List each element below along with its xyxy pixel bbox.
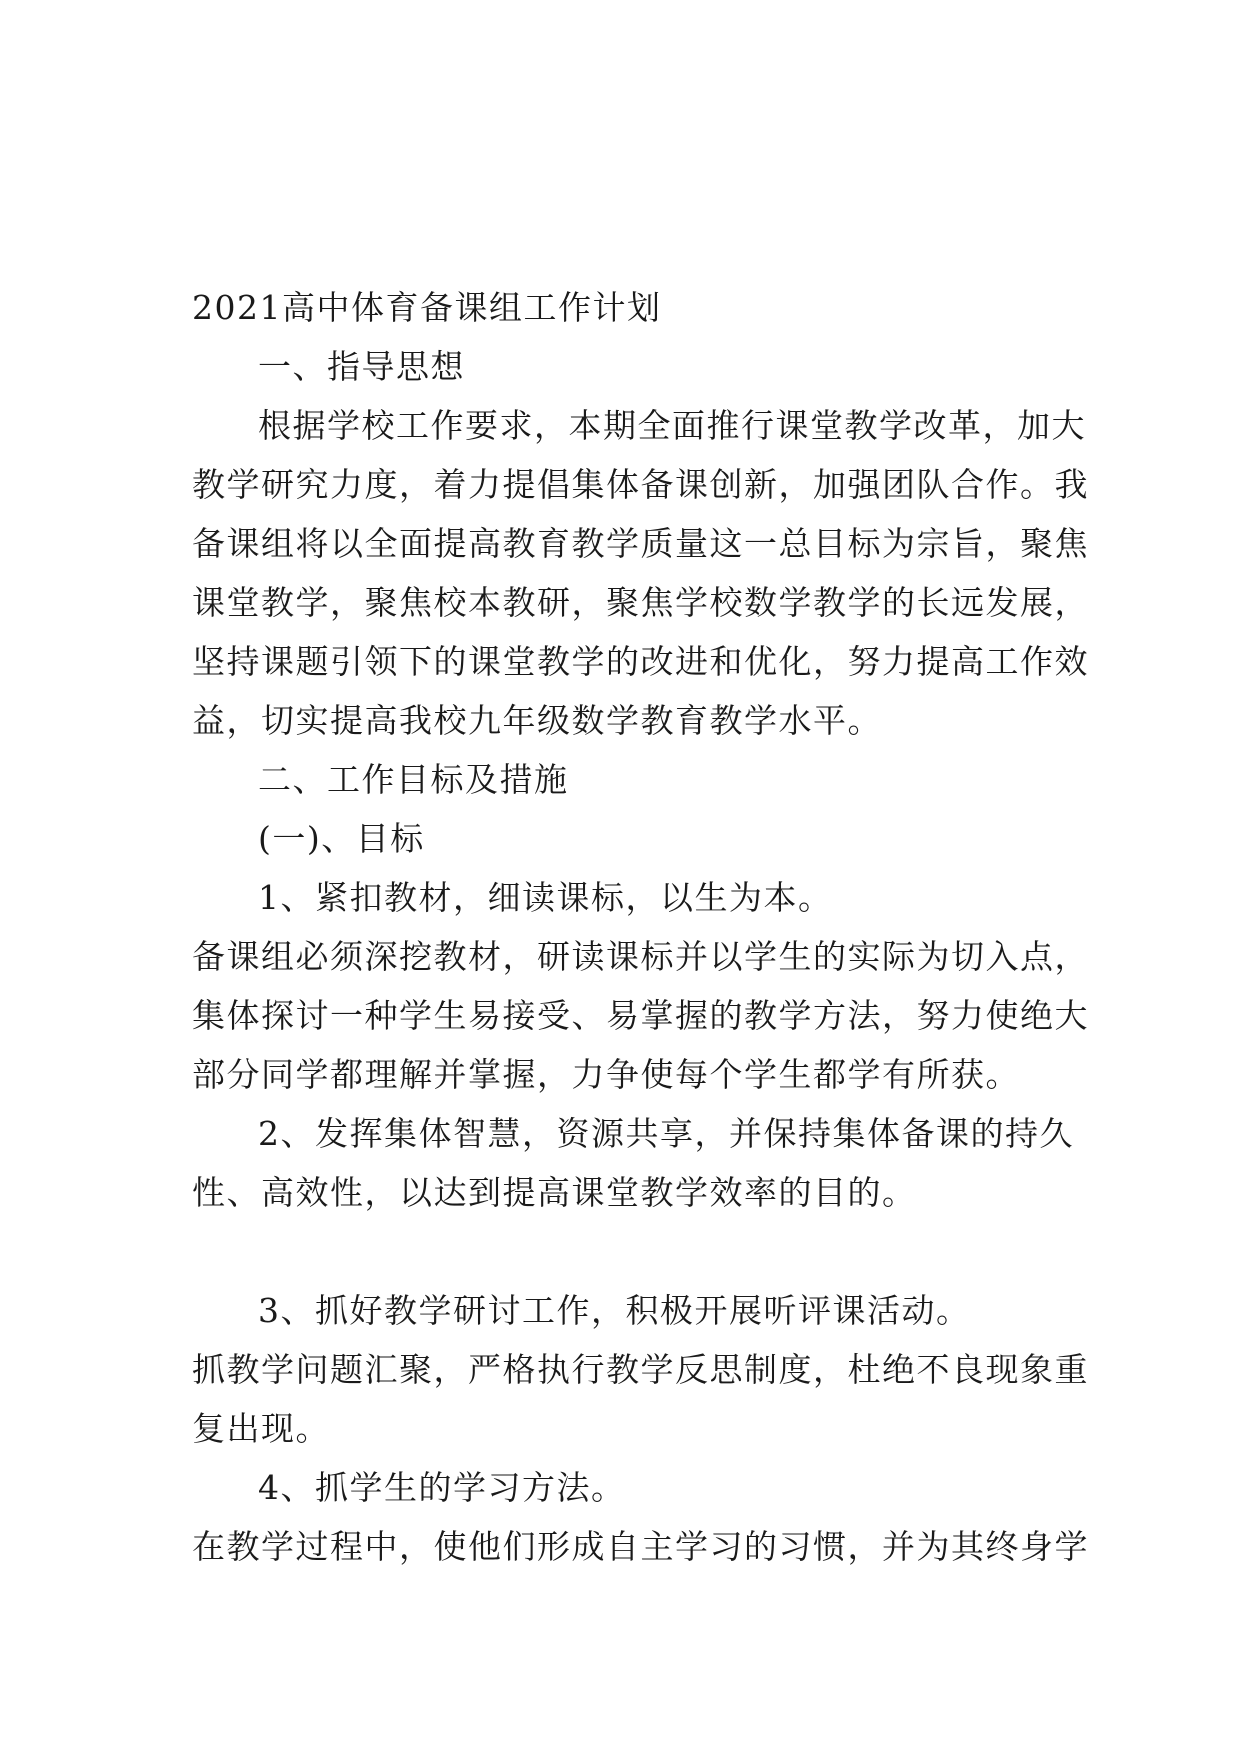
goal-item-2-line: 2、发挥集体智慧，资源共享，并保持集体备课的持久 bbox=[258, 1114, 1074, 1153]
paragraph-line: 部分同学都理解并掌握，力争使每个学生都学有所获。 bbox=[192, 1055, 1020, 1094]
paragraph-line: 抓教学问题汇聚，严格执行教学反思制度，杜绝不良现象重 bbox=[192, 1350, 1089, 1389]
paragraph-line: 备课组必须深挖教材，研读课标并以学生的实际为切入点， bbox=[192, 937, 1089, 976]
paragraph-line: 坚持课题引领下的课堂教学的改进和优化，努力提高工作效 bbox=[192, 642, 1089, 681]
section-heading-goals-measures: 二、工作目标及措施 bbox=[258, 760, 569, 799]
paragraph-line: 在教学过程中，使他们形成自主学习的习惯，并为其终身学 bbox=[192, 1527, 1089, 1566]
paragraph-line: 益，切实提高我校九年级数学教育教学水平。 bbox=[192, 701, 882, 740]
document-title: 2021高中体育备课组工作计划 bbox=[192, 288, 662, 327]
goal-item-2-line: 性、高效性，以达到提高课堂教学效率的目的。 bbox=[192, 1173, 917, 1212]
paragraph-line: 复出现。 bbox=[192, 1409, 330, 1448]
paragraph-line: 课堂教学，聚焦校本教研，聚焦学校数学教学的长远发展， bbox=[192, 583, 1089, 622]
paragraph-line: 集体探讨一种学生易接受、易掌握的教学方法，努力使绝大 bbox=[192, 996, 1089, 1035]
section-heading-guiding-ideology: 一、指导思想 bbox=[258, 347, 465, 386]
blank-line bbox=[192, 1222, 1062, 1281]
subsection-heading-goals: (一)、目标 bbox=[258, 819, 425, 858]
goal-item-4-title: 4、抓学生的学习方法。 bbox=[258, 1468, 626, 1507]
goal-item-3-title: 3、抓好教学研讨工作，积极开展听评课活动。 bbox=[258, 1291, 971, 1330]
paragraph-line: 备课组将以全面提高教育教学质量这一总目标为宗旨，聚焦 bbox=[192, 524, 1089, 563]
goal-item-1-title: 1、紧扣教材，细读课标，以生为本。 bbox=[258, 878, 833, 917]
paragraph-line: 根据学校工作要求，本期全面推行课堂教学改革，加大 bbox=[258, 406, 1086, 445]
document-body bbox=[192, 278, 1089, 1576]
paragraph-line: 教学研究力度，着力提倡集体备课创新，加强团队合作。我 bbox=[192, 465, 1089, 504]
